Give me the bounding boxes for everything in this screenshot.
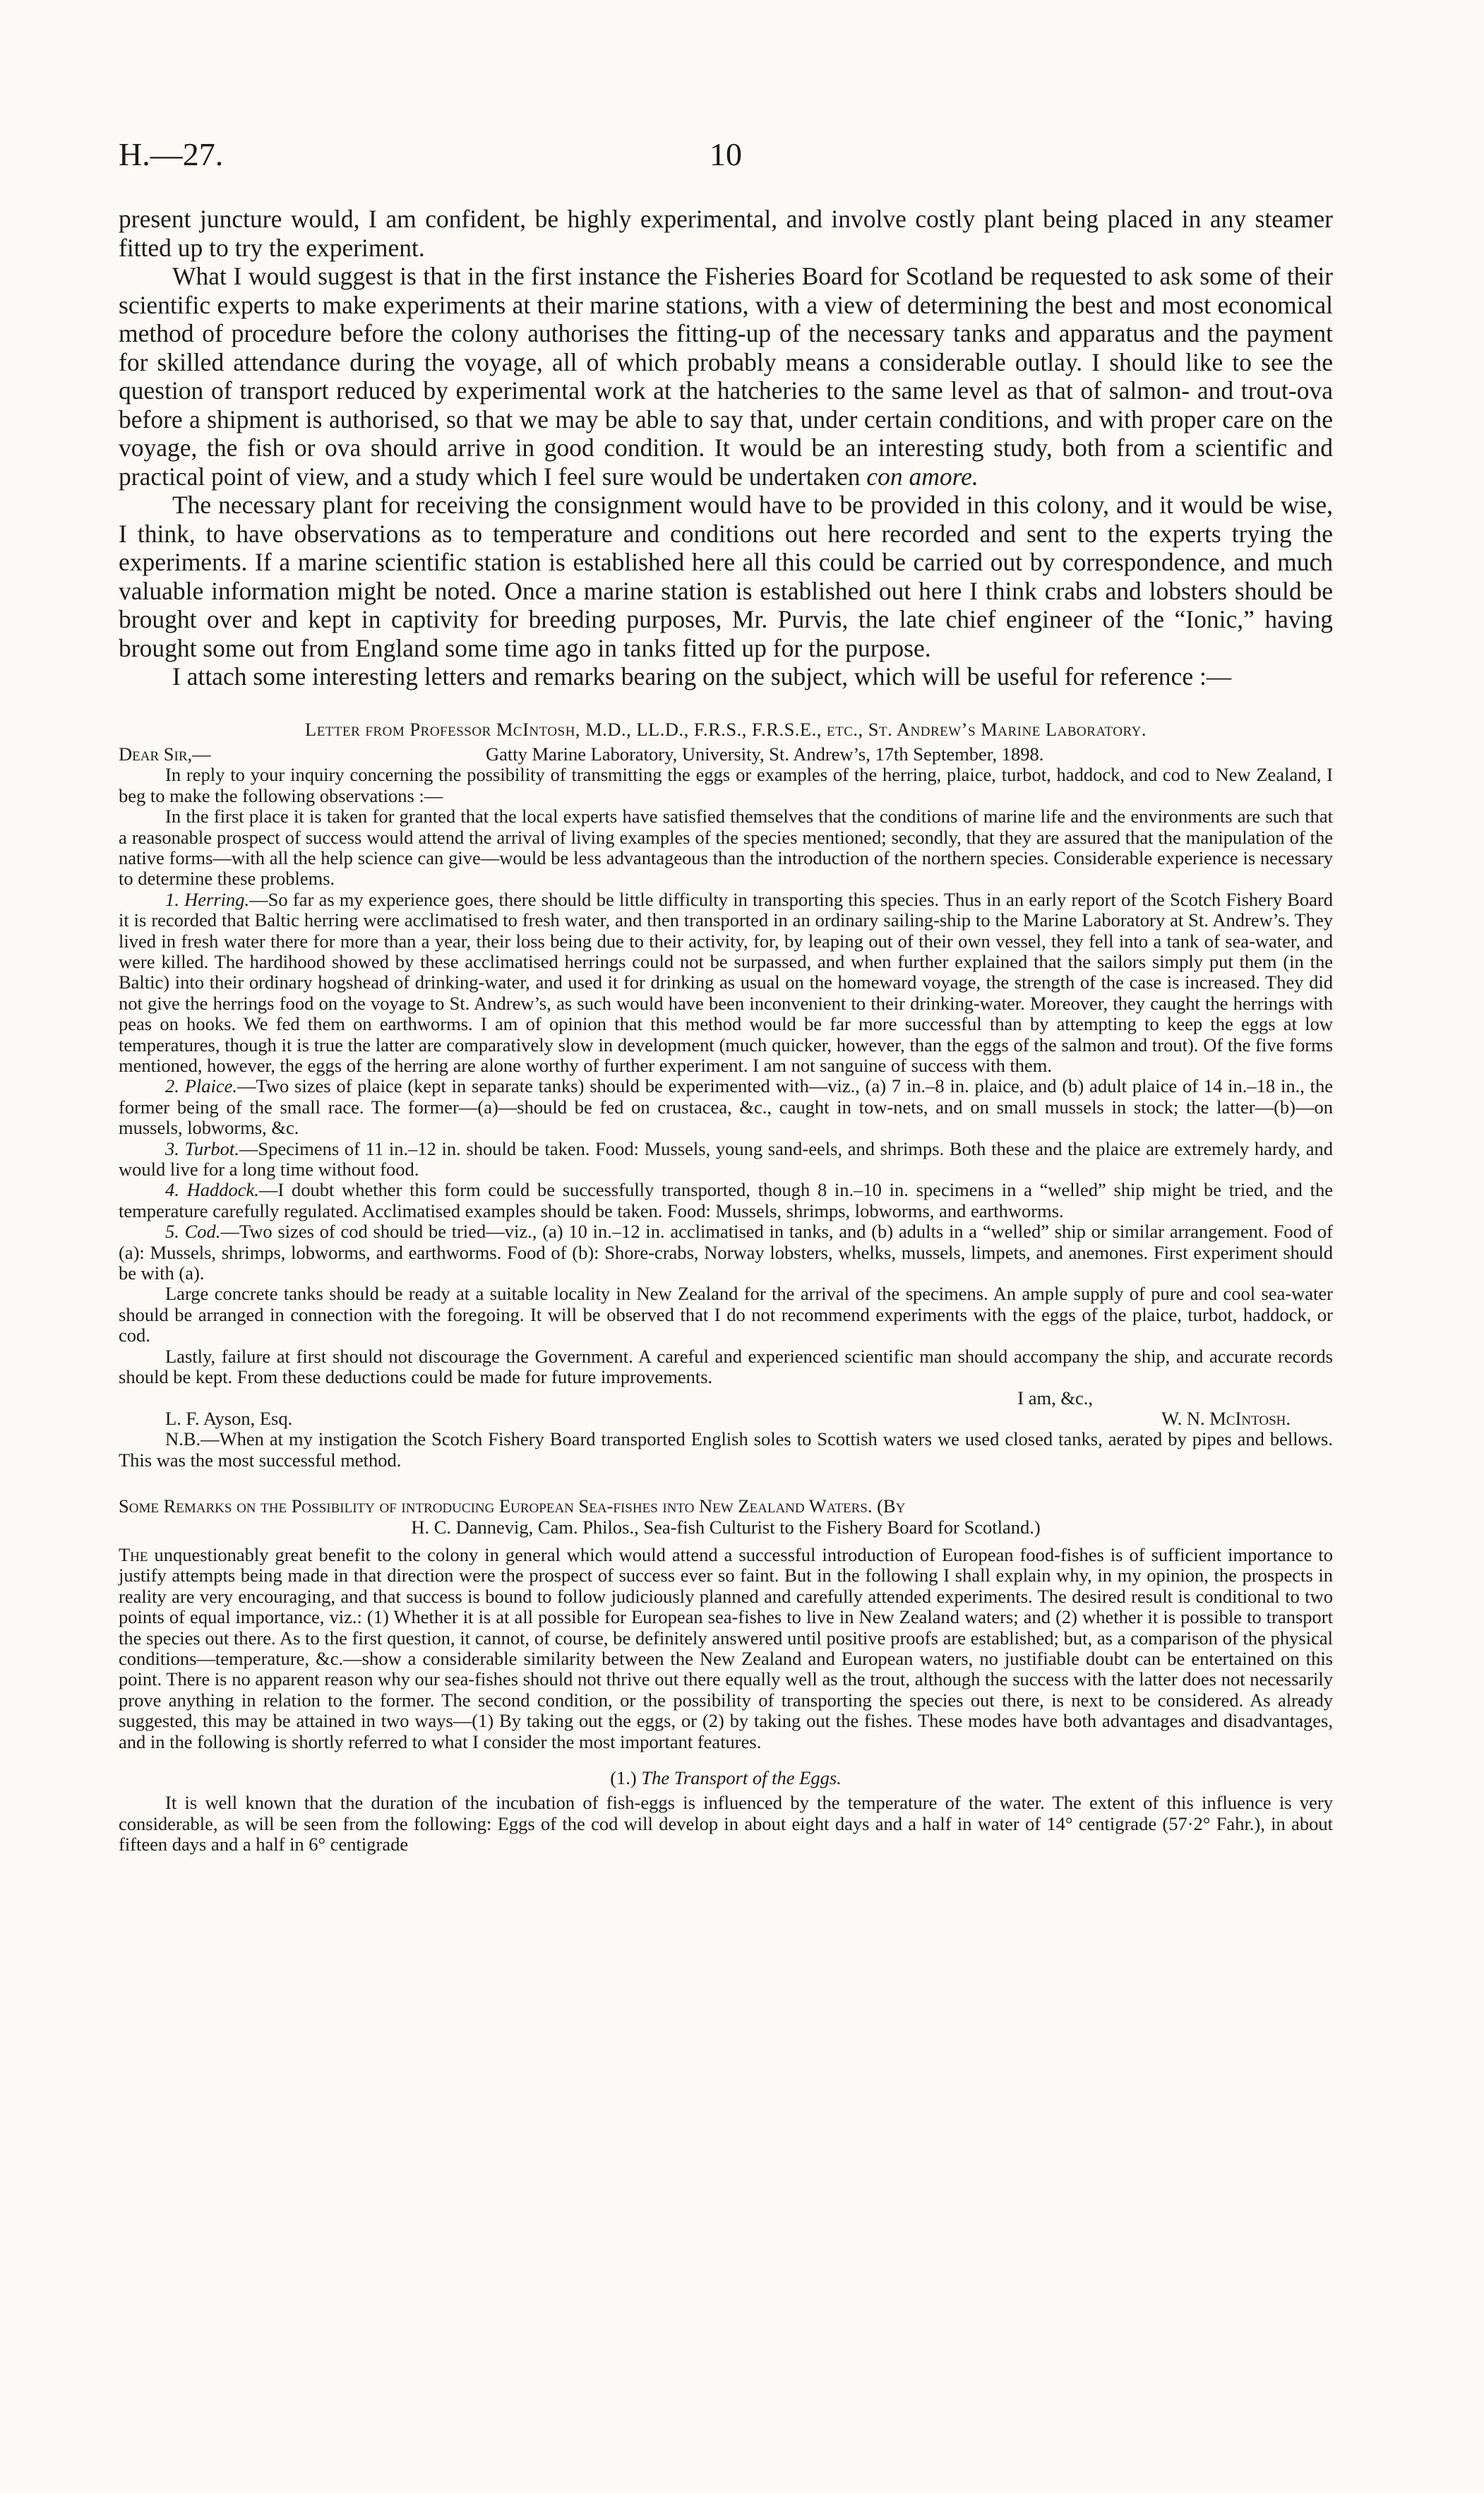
page-body <box>119 205 1333 1855</box>
letter-paragraph: Large concrete tanks should be ready at a suitable locality in New Zealand for the arrival of the specimens. An ample supply of pure and cool sea-water should be arranged in connection with the foregoing. It will be observed that I do not recommend experiments with the eggs of the plaice, turbot, haddock, or cod. <box>119 1283 1333 1346</box>
letter-paragraph: In reply to your inquiry concerning the possibility of transmitting the eggs or examples of the herring, plaice, turbot, haddock, and cod to New Zealand, I beg to make the following observations :— <box>119 764 1333 806</box>
species-cod: 5. Cod.—Two sizes of cod should be tried—viz., (a) 10 in.–12 in. acclimatised in tanks, and (b) adults in a “welled” ship or similar arrangement. Food of (a): Mussels, shrimps, lobworms, and earthworms. Food of (b): Shore-crabs, Norway lobsters, whelks, mussels, limpets, and anemones. First experiment should be with (a). <box>119 1221 1333 1284</box>
letter-heading: Letter from Professor McIntosh, M.D., LL.D., F.R.S., F.R.S.E., etc., St. Andrew’s Marine Laboratory. <box>305 718 1147 740</box>
section-paragraph: It is well known that the duration of the incubation of fish-eggs is influenced by the temperature of the water. The extent of this influence is very considerable, as will be seen from the following: Eggs of the cod will develop in about eight days and a half in water of 14° centigrade (57·2° Fahr.), in about fifteen days and a half in 6° centigrade <box>119 1792 1333 1855</box>
section-heading: (1.) The Transport of the Eggs. <box>610 1767 842 1788</box>
document-reference: H.—27. <box>119 136 224 172</box>
intro-paragraph: I attach some interesting letters and remarks bearing on the subject, which will be useful for reference :— <box>172 662 1232 690</box>
letter-postscript: N.B.—When at my instigation the Scotch Fishery Board transported English soles to Scottish waters we used closed tanks, aerated by pipes and bellows. This was the most successful method. <box>119 1428 1333 1471</box>
remarks-heading-author: H. C. Dannevig, Cam. Philos., Sea-fish Culturist to the Fishery Board for Scotland.) <box>411 1516 1041 1538</box>
intro-paragraph: What I would suggest is that in the first instance the Fisheries Board for Scotland be requested to ask some of their scientific experts to make experiments at their marine stations, with a view of determining the best and most economical method of procedure before the colony authorises the fitting-up of the necessary tanks and apparatus and the payment for skilled attendance during the voyage, all of which probably means a considerable outlay. I should like to see the question of transport reduced by experimental work at the hatcheries to the same level as that of salmon- and trout-ova before a shipment is authorised, so that we may be able to say that, under certain conditions, and with proper care on the voyage, the fish or ova should arrive in good condition. It would be an interesting study, both from a scientific and practical point of view, and a study which I feel sure would be undertaken con amore. <box>119 262 1333 491</box>
intro-paragraph: present juncture would, I am confident, be highly experimental, and involve costly plant being placed in any steamer fitted up to try the experiment. <box>119 205 1333 262</box>
letter-salutation-row <box>119 744 1333 765</box>
dannevig-remarks <box>119 1496 1333 1855</box>
intro-paragraph: The necessary plant for receiving the consignment would have to be provided in this colony, and it would be wise, I think, to have observations as to temperature and conditions out here recorded and sent to the experts trying the experiments. If a marine scientific station is established here all this could be carried out by correspondence, and much valuable information might be noted. Once a marine station is established out here I think crabs and lobsters should be brought over and kept in captivity for breeding purposes, Mr. Purvis, the late chief engineer of the “Ionic,” having brought some out from England some time ago in tanks fitted up for the purpose. <box>119 491 1333 662</box>
intro-section <box>119 205 1333 691</box>
remarks-heading <box>119 1496 1333 1538</box>
letter-address: Gatty Marine Laboratory, University, St. Andrew’s, 17th September, 1898. <box>486 743 1044 765</box>
letter-signature-row <box>119 1409 1333 1429</box>
species-plaice: 2. Plaice.—Two sizes of plaice (kept in separate tanks) should be experimented with—viz., (a) 7 in.–8 in. plaice, and (b) adult plaice of 14 in.–18 in., the former being of the small race. The former—(a)—should be fed on crustacea, &c., caught in tow-nets, and on small mussels in stock; the latter—(b)—on mussels, lobworms, &c. <box>119 1075 1334 1139</box>
italic-phrase: con amore. <box>866 462 979 491</box>
species-turbot: 3. Turbot.—Specimens of 11 in.–12 in. should be taken. Food: Mussels, young sand-eels, and shrimps. Both these and the plaice are extremely hardy, and would live for a long time without food. <box>119 1137 1333 1180</box>
letter-closing: I am, &c., <box>1017 1387 1093 1409</box>
letter-paragraph: In the first place it is taken for granted that the local experts have satisfied themselves that the conditions of marine life and the environments are such that a reasonable prospect of success would attend the arrival of living examples of the species mentioned; secondly, that they are assured that the manipulation of the native forms—with all the help science can give—would be less advantageous than the introduction of the northern species. Considerable experience is necessary to determine these problems. <box>119 806 1333 890</box>
letter-signature: W. N. McIntosh. <box>1161 1407 1291 1429</box>
remarks-heading-line: Some Remarks on the Possibility of introducing European Sea-fishes into New Zealand Waters. (By <box>119 1495 906 1517</box>
letter-paragraph: Lastly, failure at first should not discourage the Government. A careful and experienced scientific man should accompany the ship, and accurate records should be kept. From these deductions could be made for future improvements. <box>119 1345 1333 1388</box>
letter-closing-row <box>119 1388 1333 1409</box>
species-herring: 1. Herring.—So far as my experience goes, there should be little difficulty in transporting this species. Thus in an early report of the Scotch Fishery Board it is recorded that Baltic herring were acclimatised to fresh water, and then transported in an ordinary sailing-ship to the Marine Laboratory at St. Andrew’s. They lived in fresh water there for more than a year, their loss being due to their activity, for, by leaping out of their own vessel, they fell into a tank of sea-water, and were killed. The hardihood showed by these acclimatised herrings could not be surpassed, and when further explained that the sailors simply put them (in the Baltic) into their ordinary hogshead of drinking-water, and used it for drinking as usual on the homeward voyage, the strength of the case is increased. They did not give the herrings food on the voyage to St. Andrew’s, as such would have been inconvenient to their drinking-water. Moreover, they caught the herrings with peas on hooks. We fed them on earthworms. I am of opinion that this method would be far more successful than by attempting to keep the eggs at low temperatures, though it is true the latter are comparatively slow in development (much quicker, however, than the eggs of the salmon and trout). Of the five forms mentioned, however, the eggs of the herring are alone worthy of further experiment. I am not sanguine of success with them. <box>119 888 1333 1076</box>
letter-recipient: L. F. Ayson, Esq. <box>165 1407 293 1429</box>
mcintosh-letter <box>119 719 1333 1471</box>
page-header <box>119 136 1333 178</box>
remarks-paragraph: The unquestionably great benefit to the colony in general which would attend a successful introduction of European food-fishes is of sufficient importance to justify attempts being made in that direction were the prospect of success ever so faint. But in the following I shall explain why, in my opinion, the prospects in reality are very encouraging, and that success is bound to follow judiciously planned and carefully attended experiments. The desired result is conditional to two points of equal importance, viz.: (1) Whether it is at all possible for European sea-fishes to live in New Zealand waters; and (2) whether it is possible to transport the species out there. As to the first question, it cannot, of course, be definitely answered until positive proofs are established; but, as a comparison of the physical conditions—temperature, &c.—show a considerable similarity between the New Zealand and European waters, no justifiable doubt can be entertained on this point. There is no apparent reason why our sea-fishes should not thrive out there equally well as the trout, although the success with the latter does not necessarily prove anything in relation to the former. The second condition, or the possibility of transporting the species out there, is next to be considered. As already suggested, this may be attained in two ways—(1) By taking out the eggs, or (2) by taking out the fishes. These modes have both advantages and disadvantages, and in the following is shortly referred to what I consider the most important features. <box>119 1543 1334 1752</box>
page-number: 10 <box>710 136 742 172</box>
species-haddock: 4. Haddock.—I doubt whether this form could be successfully transported, though 8 in.–10 in. specimens in a “welled” ship might be tried, and the temperature carefully regulated. Acclimatised examples should be taken. Food: Mussels, shrimps, lobworms, and earthworms. <box>119 1179 1333 1221</box>
salutation: Dear Sir,— <box>119 743 211 765</box>
